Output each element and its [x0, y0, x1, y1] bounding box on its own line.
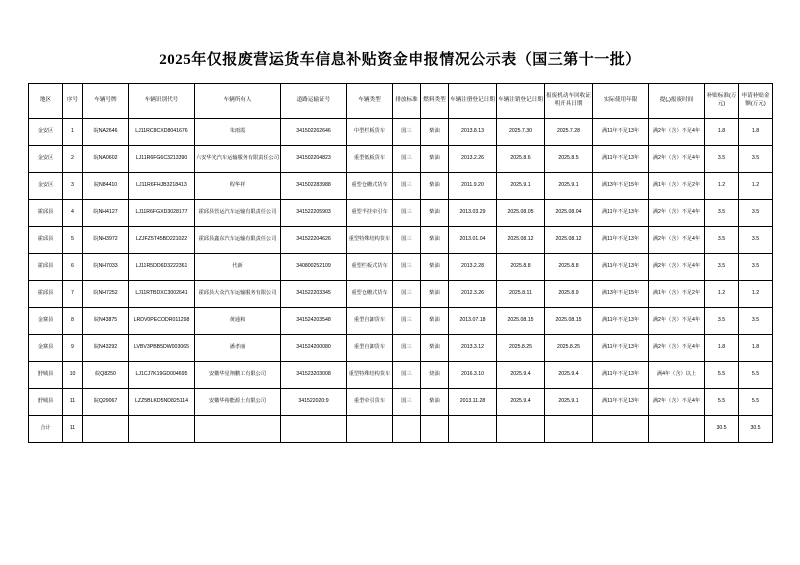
cell-fuel: 柴油	[421, 335, 449, 362]
cell-vin: LJ11R6FG6C3213390	[129, 146, 195, 173]
cell-apply-date: 满1年（含）不足2年	[649, 173, 705, 200]
cell-register-date: 2013.01.04	[449, 227, 497, 254]
table-row	[29, 200, 773, 227]
cell-region: 舒城县	[29, 362, 63, 389]
cell-vin: LJ1CJ7K19GD004695	[129, 362, 195, 389]
cell-emission: 国三	[393, 200, 421, 227]
column-header-emission: 排放标准	[393, 84, 421, 119]
cell-permit: 341522020:9	[281, 389, 347, 416]
column-header-vin: 车辆识别代号	[129, 84, 195, 119]
cell-amount: 3.5	[739, 227, 773, 254]
cell-plate: 皖N43292	[83, 335, 129, 362]
total-blank-use-life	[593, 416, 649, 443]
table-row	[29, 281, 773, 308]
cell-cert-date: 2025.8.8	[545, 254, 593, 281]
cell-apply-date: 满2年（含）不足4年	[649, 200, 705, 227]
cell-seq: 1	[63, 119, 83, 146]
cell-fuel: 柴油	[421, 119, 449, 146]
cell-region: 霍邱县	[29, 227, 63, 254]
cell-owner: 霍邱县管运汽车运输有限责任公司	[195, 200, 281, 227]
cell-scrap-date: 2025.8.8	[497, 254, 545, 281]
cell-scrap-date: 2025.8.6	[497, 146, 545, 173]
table-row	[29, 335, 773, 362]
cell-seq: 3	[63, 173, 83, 200]
column-header-standard: 补贴标准(万元)	[705, 84, 739, 119]
cell-amount: 3.5	[739, 146, 773, 173]
cell-emission: 国三	[393, 119, 421, 146]
cell-plate: 皖NA2646	[83, 119, 129, 146]
cell-emission: 国三	[393, 308, 421, 335]
total-label: 合计	[29, 416, 63, 443]
total-blank-fuel	[421, 416, 449, 443]
cell-use-life: 满11年不足13年	[593, 389, 649, 416]
cell-apply-date: 满2年（含）不足4年	[649, 254, 705, 281]
cell-amount: 5.5	[739, 389, 773, 416]
total-blank-scrap-date	[497, 416, 545, 443]
cell-standard: 1.8	[705, 335, 739, 362]
cell-plate: 皖Q8250	[83, 362, 129, 389]
cell-seq: 7	[63, 281, 83, 308]
column-header-apply-date: 提(„)报废时间	[649, 84, 705, 119]
cell-fuel: 烧油	[421, 362, 449, 389]
cell-region: 金寨县	[29, 335, 63, 362]
cell-plate: 皖NH7033	[83, 254, 129, 281]
cell-emission: 国三	[393, 389, 421, 416]
cell-standard: 1.2	[705, 173, 739, 200]
cell-use-life: 满13年不足15年	[593, 281, 649, 308]
cell-plate: 皖NH4127	[83, 200, 129, 227]
cell-register-date: 2013.2.28	[449, 254, 497, 281]
cell-cert-date: 2025.08.12	[545, 227, 593, 254]
column-header-scrap-date: 车辆注销登记日期	[497, 84, 545, 119]
cell-fuel: 柴油	[421, 200, 449, 227]
cell-standard: 3.5	[705, 308, 739, 335]
cell-fuel: 柴油	[421, 281, 449, 308]
cell-scrap-date: 2025.9.4	[497, 362, 545, 389]
cell-apply-date: 满4年（含）以上	[649, 362, 705, 389]
cell-fuel: 柴油	[421, 308, 449, 335]
cell-plate: 皖NH3972	[83, 227, 129, 254]
cell-seq: 8	[63, 308, 83, 335]
cell-standard: 3.5	[705, 146, 739, 173]
cell-amount: 1.8	[739, 119, 773, 146]
total-amount-sum: 30.5	[739, 416, 773, 443]
cell-scrap-date: 2025.8.25	[497, 335, 545, 362]
cell-seq: 4	[63, 200, 83, 227]
total-standard-sum: 30.5	[705, 416, 739, 443]
column-header-fuel: 燃料类型	[421, 84, 449, 119]
cell-vin: LJ11R6FGXD3028177	[129, 200, 195, 227]
total-count: 11	[63, 416, 83, 443]
cell-region: 霍邱县	[29, 254, 63, 281]
cell-plate: 皖NH7252	[83, 281, 129, 308]
cell-scrap-date: 2025.9.1	[497, 173, 545, 200]
cell-standard: 3.5	[705, 200, 739, 227]
cell-amount: 1.2	[739, 281, 773, 308]
cell-vehicle-type: 中型栏板货车	[347, 119, 393, 146]
table-row	[29, 254, 773, 281]
cell-use-life: 满11年不足13年	[593, 308, 649, 335]
cell-region: 舒城县	[29, 389, 63, 416]
cell-vin: LZJFZ5T45BD221022	[129, 227, 195, 254]
cell-vin: LZZ5BLKD5ND825114	[129, 389, 195, 416]
cell-standard: 3.5	[705, 227, 739, 254]
cell-emission: 国三	[393, 362, 421, 389]
cell-cert-date: 2025.9.1	[545, 173, 593, 200]
cell-seq: 10	[63, 362, 83, 389]
cell-use-life: 满11年不足13年	[593, 119, 649, 146]
cell-register-date: 2013.03.29	[449, 200, 497, 227]
cell-vin: LJ11R6FHJB3218413	[129, 173, 195, 200]
total-blank-emission	[393, 416, 421, 443]
cell-register-date: 2016.3.10	[449, 362, 497, 389]
cell-vehicle-type: 重型特殊结构货车	[347, 227, 393, 254]
cell-scrap-date: 2025.9.4	[497, 389, 545, 416]
cell-vehicle-type: 重型自卸货车	[347, 308, 393, 335]
cell-plate: 皖NA0602	[83, 146, 129, 173]
cell-register-date: 2013.8.13	[449, 119, 497, 146]
cell-region: 金寨县	[29, 308, 63, 335]
cell-seq: 6	[63, 254, 83, 281]
cell-vehicle-type: 重型特殊结构货车	[347, 362, 393, 389]
total-blank-vin	[129, 416, 195, 443]
total-blank-register-date	[449, 416, 497, 443]
cell-seq: 11	[63, 389, 83, 416]
cell-fuel: 柴油	[421, 227, 449, 254]
cell-amount: 1.2	[739, 173, 773, 200]
cell-owner: 朱雨霞	[195, 119, 281, 146]
cell-owner: 潘孝丽	[195, 335, 281, 362]
cell-permit: 341502262646	[281, 119, 347, 146]
column-header-amount: 申请补贴金额(万元)	[739, 84, 773, 119]
cell-register-date: 2013.11.28	[449, 389, 497, 416]
cell-amount: 3.5	[739, 254, 773, 281]
cell-fuel: 柴油	[421, 146, 449, 173]
cell-permit: 341523203008	[281, 362, 347, 389]
cell-owner: 安徽华星翔鹏工有限公司	[195, 362, 281, 389]
cell-vehicle-type: 重型半挂牵引车	[347, 200, 393, 227]
column-header-cert-date: 报废机动车回收证明开具日期	[545, 84, 593, 119]
cell-vin: LVBV3PBB5DW003065	[129, 335, 195, 362]
total-blank-apply-date	[649, 416, 705, 443]
total-blank-vehicle-type	[347, 416, 393, 443]
cell-owner: 安徽华裕能源土有限公司	[195, 389, 281, 416]
column-header-plate: 车辆号牌	[83, 84, 129, 119]
cell-emission: 国三	[393, 173, 421, 200]
cell-scrap-date: 2025.8.11	[497, 281, 545, 308]
table-row	[29, 227, 773, 254]
column-header-permit: 道路运输证号	[281, 84, 347, 119]
cell-cert-date: 2025.8.9	[545, 281, 593, 308]
cell-vehicle-type: 重型牵引货车	[347, 389, 393, 416]
cell-permit: 341522204626	[281, 227, 347, 254]
cell-standard: 1.8	[705, 119, 739, 146]
cell-amount: 3.5	[739, 200, 773, 227]
cell-use-life: 满11年不足13年	[593, 227, 649, 254]
table-header-row	[29, 84, 773, 119]
cell-vehicle-type: 重型栏板式货车	[347, 254, 393, 281]
total-blank-owner	[195, 416, 281, 443]
cell-emission: 国三	[393, 227, 421, 254]
cell-register-date: 2011.9.20	[449, 173, 497, 200]
table-body	[29, 119, 773, 443]
column-header-use-life: 实际使用年限	[593, 84, 649, 119]
cell-amount: 5.5	[739, 362, 773, 389]
cell-register-date: 2013.07.18	[449, 308, 497, 335]
table-row	[29, 308, 773, 335]
page-title: 2025年仅报废营运货车信息补贴资金申报情况公示表（国三第十一批）	[159, 52, 641, 68]
cell-fuel: 柴油	[421, 389, 449, 416]
subsidy-table	[28, 83, 773, 443]
cell-use-life: 满11年不足13年	[593, 146, 649, 173]
cell-vin: LJ11RC8CXD8041676	[129, 119, 195, 146]
cell-emission: 国三	[393, 254, 421, 281]
cell-vehicle-type: 重型仓栅式货车	[347, 173, 393, 200]
cell-use-life: 满11年不足13年	[593, 254, 649, 281]
cell-scrap-date: 2025.08.05	[497, 200, 545, 227]
cell-permit: 341524200080	[281, 335, 347, 362]
table-row	[29, 119, 773, 146]
cell-amount: 3.5	[739, 308, 773, 335]
cell-region: 金安区	[29, 173, 63, 200]
cell-use-life: 满11年不足13年	[593, 200, 649, 227]
column-header-owner: 车辆所有人	[195, 84, 281, 119]
cell-apply-date: 满2年（含）不足4年	[649, 389, 705, 416]
cell-owner: 霍邱县鑫东汽车运输有限责任公司	[195, 227, 281, 254]
cell-use-life: 满13年不足15年	[593, 173, 649, 200]
cell-permit: 341522205903	[281, 200, 347, 227]
table-header	[29, 84, 773, 119]
cell-apply-date: 满2年（含）不足4年	[649, 227, 705, 254]
table-row	[29, 173, 773, 200]
cell-vin: LJ11R5DD6D3222361	[129, 254, 195, 281]
cell-permit: 341502204823	[281, 146, 347, 173]
cell-owner: 程华祥	[195, 173, 281, 200]
cell-cert-date: 2025.9.1	[545, 389, 593, 416]
cell-scrap-date: 2025.08.12	[497, 227, 545, 254]
cell-register-date: 2013.3.12	[449, 335, 497, 362]
cell-vehicle-type: 重型仓栅式货车	[347, 281, 393, 308]
table-total-row	[29, 416, 773, 443]
cell-vin: LRDV0PECODR011298	[129, 308, 195, 335]
table-row	[29, 362, 773, 389]
cell-seq: 9	[63, 335, 83, 362]
cell-permit: 341502283988	[281, 173, 347, 200]
cell-scrap-date: 2025.7.30	[497, 119, 545, 146]
column-header-region: 地区	[29, 84, 63, 119]
cell-amount: 1.8	[739, 335, 773, 362]
cell-cert-date: 2025.08.04	[545, 200, 593, 227]
cell-fuel: 柴油	[421, 254, 449, 281]
cell-vehicle-type: 重型低板货车	[347, 146, 393, 173]
cell-standard: 5.5	[705, 389, 739, 416]
cell-emission: 国三	[393, 146, 421, 173]
cell-permit: 341524203548	[281, 308, 347, 335]
column-header-register-date: 车辆注册登记日期	[449, 84, 497, 119]
cell-region: 霍邱县	[29, 200, 63, 227]
cell-owner: 黄通和	[195, 308, 281, 335]
cell-apply-date: 满2年（含）不足4年	[649, 146, 705, 173]
cell-cert-date: 2025.7.28	[545, 119, 593, 146]
cell-cert-date: 2025.8.25	[545, 335, 593, 362]
cell-apply-date: 满2年（含）不足4年	[649, 119, 705, 146]
cell-standard: 1.2	[705, 281, 739, 308]
cell-seq: 2	[63, 146, 83, 173]
table-row	[29, 146, 773, 173]
cell-owner: 代新	[195, 254, 281, 281]
cell-register-date: 2013.2.26	[449, 146, 497, 173]
column-header-vehicle-type: 车辆类型	[347, 84, 393, 119]
total-blank-plate	[83, 416, 129, 443]
cell-cert-date: 2025.08.15	[545, 308, 593, 335]
cell-apply-date: 满2年（含）不足4年	[649, 308, 705, 335]
cell-plate: 皖N43875	[83, 308, 129, 335]
cell-register-date: 2012.3.26	[449, 281, 497, 308]
total-blank-cert-date	[545, 416, 593, 443]
cell-cert-date: 2025.8.5	[545, 146, 593, 173]
cell-region: 金安区	[29, 146, 63, 173]
cell-use-life: 满11年不足13年	[593, 362, 649, 389]
cell-emission: 国三	[393, 281, 421, 308]
cell-plate: 皖N84410	[83, 173, 129, 200]
cell-apply-date: 满2年（含）不足4年	[649, 335, 705, 362]
cell-emission: 国三	[393, 335, 421, 362]
cell-use-life: 满11年不足13年	[593, 335, 649, 362]
cell-vehicle-type: 重型自卸货车	[347, 335, 393, 362]
cell-standard: 3.5	[705, 254, 739, 281]
cell-region: 霍邱县	[29, 281, 63, 308]
cell-apply-date: 满1年（含）不足2年	[649, 281, 705, 308]
cell-scrap-date: 2025.08.15	[497, 308, 545, 335]
cell-seq: 5	[63, 227, 83, 254]
total-blank-permit	[281, 416, 347, 443]
cell-owner: 霍邱县大众汽车运输服务有限公司	[195, 281, 281, 308]
cell-permit: 341522203345	[281, 281, 347, 308]
cell-owner: 六安华光汽车运输服务有限责任公司	[195, 146, 281, 173]
cell-standard: 5.5	[705, 362, 739, 389]
cell-vin: LJ11RTBDXC3002641	[129, 281, 195, 308]
cell-permit: 340800252109	[281, 254, 347, 281]
cell-fuel: 柴油	[421, 173, 449, 200]
cell-region: 金安区	[29, 119, 63, 146]
table-row	[29, 389, 773, 416]
cell-plate: 皖Q29067	[83, 389, 129, 416]
column-header-seq: 序号	[63, 84, 83, 119]
cell-cert-date: 2025.9.4	[545, 362, 593, 389]
